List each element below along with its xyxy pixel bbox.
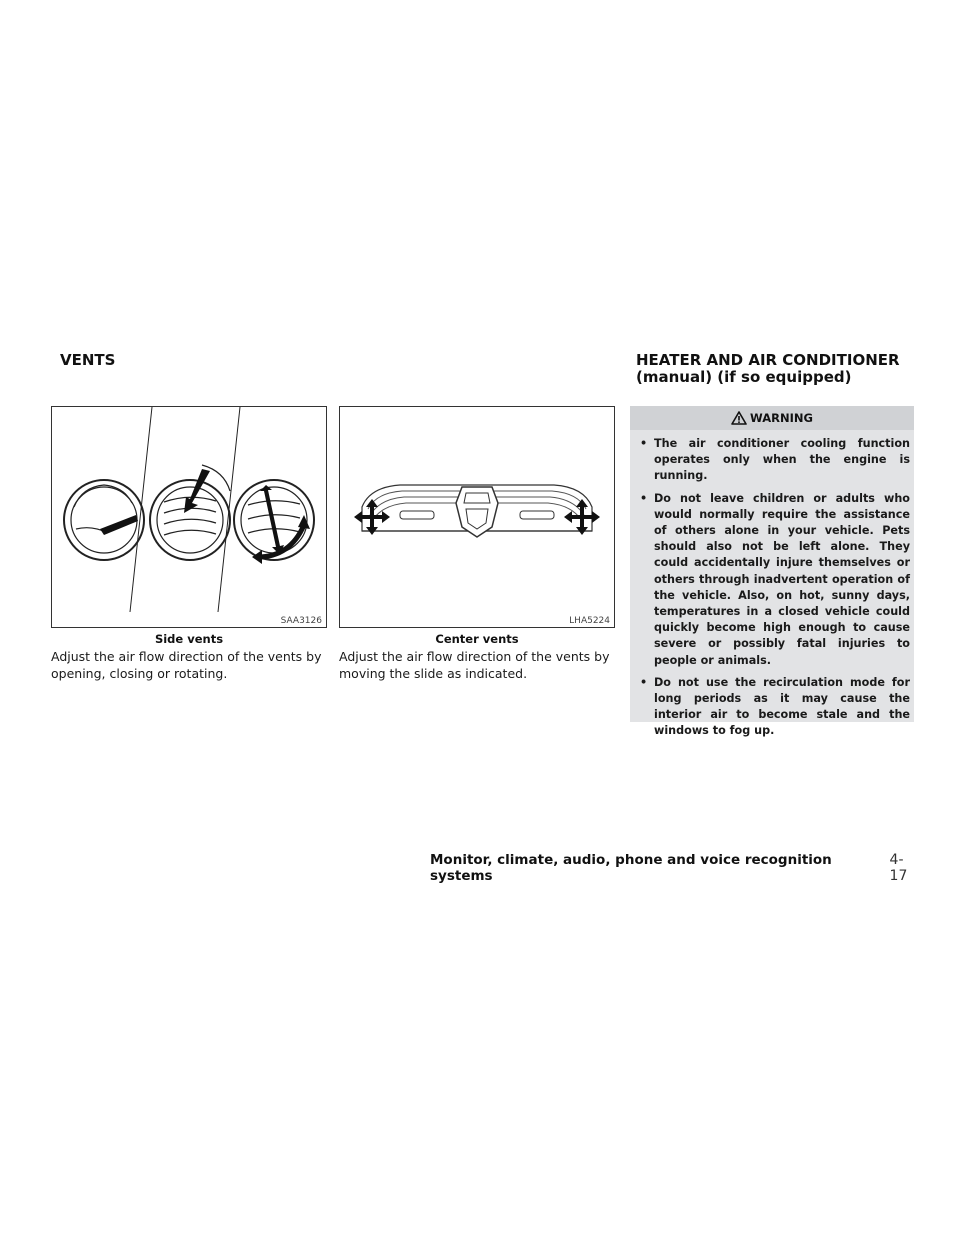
center-vents-description: Adjust the air flow direction of the vents by moving the slide as indicated.: [339, 649, 610, 681]
warning-list: [630, 430, 914, 740]
warning-title: WARNING: [750, 411, 813, 425]
figure-caption-side-vents: Side vents: [154, 632, 224, 646]
footer-chapter-title: Monitor, climate, audio, phone and voice recognition systems: [430, 852, 832, 884]
figure-code: SAA3126: [280, 616, 322, 626]
warning-header: [630, 406, 914, 430]
side-vents-description: Adjust the air flow direction of the vents by opening, closing or rotating.: [51, 649, 322, 681]
section-title-vents: VENTS: [60, 351, 116, 369]
side-vents-illustration: [52, 407, 326, 627]
side-vents-figure: [51, 406, 327, 628]
warning-item: • Do not use the recirculation mode for long periods as it may cause the interior air to become stale and the windows to fog up.: [640, 675, 910, 740]
page-number: 4-17: [889, 852, 908, 884]
warning-triangle-icon: [731, 411, 747, 425]
center-vents-illustration: [340, 407, 614, 627]
right-slide-arrows: [564, 499, 600, 535]
figure-code: LHA5224: [569, 616, 610, 626]
figure-caption-center-vents: Center vents: [435, 632, 519, 646]
side-vent-rotate: [234, 480, 314, 564]
side-vent-open: [150, 465, 230, 560]
section-title-heater-ac: [636, 352, 936, 386]
center-vents-figure: [339, 406, 615, 628]
center-vent-grille: [362, 485, 592, 537]
section-subtitle-line: (manual) (if so equipped): [636, 368, 852, 386]
section-title-line: HEATER AND AIR CONDITIONER: [636, 351, 900, 369]
warning-item: • The air conditioner cooling function operates only when the engine is running.: [640, 436, 910, 485]
left-slide-arrows: [354, 499, 390, 535]
warning-item: • Do not leave children or adults who would normally require the assistance of others alone in your vehicle. Pets should also not be left alone. They could accidentally injure themselves or others through inadvertent operation of the vehicle. Also, on hot, sunny days, temperatures in a closed vehicle could quickly become high enough to cause severe or possibly fatal injuries to people or animals.: [640, 491, 910, 669]
warning-box: [630, 406, 914, 738]
page-footer: [430, 852, 920, 884]
side-vent-closed: [64, 480, 144, 560]
